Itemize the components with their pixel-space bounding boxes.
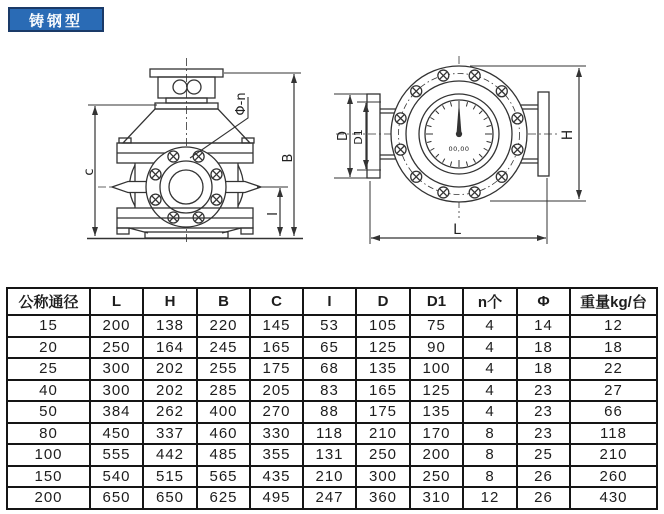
- table-cell: 485: [197, 444, 250, 466]
- table-cell: 250: [410, 466, 463, 488]
- table-cell: 330: [250, 423, 303, 445]
- table-cell: 515: [143, 466, 197, 488]
- table-row: [7, 444, 657, 466]
- column-header: L: [90, 288, 143, 315]
- column-header: C: [250, 288, 303, 315]
- table-cell: 555: [90, 444, 143, 466]
- table-cell: 53: [303, 315, 356, 337]
- dim-label-l: L: [453, 222, 461, 238]
- column-header: B: [197, 288, 250, 315]
- table-cell: 25: [7, 358, 90, 380]
- table-cell: 4: [463, 380, 517, 402]
- dim-label-b: B: [281, 153, 296, 163]
- table-cell: 23: [517, 380, 570, 402]
- table-cell: 435: [250, 466, 303, 488]
- table-cell: 200: [90, 315, 143, 337]
- table-cell: 200: [410, 444, 463, 466]
- table-cell: 164: [143, 337, 197, 359]
- table-cell: 650: [90, 487, 143, 509]
- table-cell: 12: [570, 315, 657, 337]
- table-cell: 66: [570, 401, 657, 423]
- dim-label-i: I: [266, 212, 281, 216]
- table-cell: 150: [7, 466, 90, 488]
- column-header: D: [356, 288, 410, 315]
- table-cell: 88: [303, 401, 356, 423]
- table-cell: 450: [90, 423, 143, 445]
- table-cell: 170: [410, 423, 463, 445]
- table-cell: 460: [197, 423, 250, 445]
- table-cell: 285: [197, 380, 250, 402]
- table-cell: 40: [7, 380, 90, 402]
- table-cell: 4: [463, 358, 517, 380]
- dim-label-d: D: [336, 130, 351, 142]
- dim-label-h: H: [560, 129, 576, 141]
- table-cell: 118: [303, 423, 356, 445]
- table-cell: 20: [7, 337, 90, 359]
- table-row: [7, 401, 657, 423]
- table-header-row: [7, 288, 657, 315]
- table-cell: 202: [143, 358, 197, 380]
- table-row: [7, 466, 657, 488]
- table-cell: 83: [303, 380, 356, 402]
- table-cell: 220: [197, 315, 250, 337]
- table-cell: 125: [356, 337, 410, 359]
- table-cell: 210: [356, 423, 410, 445]
- table-cell: 565: [197, 466, 250, 488]
- table-cell: 80: [7, 423, 90, 445]
- table-cell: 8: [463, 444, 517, 466]
- table-cell: 540: [90, 466, 143, 488]
- table-cell: 50: [7, 401, 90, 423]
- table-cell: 270: [250, 401, 303, 423]
- table-cell: 175: [250, 358, 303, 380]
- table-cell: 131: [303, 444, 356, 466]
- table-cell: 310: [410, 487, 463, 509]
- dim-label-d1: D1: [352, 129, 365, 145]
- table-cell: 300: [356, 466, 410, 488]
- spec-table: [6, 287, 658, 510]
- table-cell: 202: [143, 380, 197, 402]
- column-header: D1: [410, 288, 463, 315]
- table-cell: 145: [250, 315, 303, 337]
- table-cell: 4: [463, 315, 517, 337]
- table-cell: 23: [517, 423, 570, 445]
- table-cell: 262: [143, 401, 197, 423]
- table-cell: 165: [356, 380, 410, 402]
- table-cell: 300: [90, 358, 143, 380]
- table-cell: 15: [7, 315, 90, 337]
- table-cell: 135: [410, 401, 463, 423]
- table-cell: 245: [197, 337, 250, 359]
- table-row: [7, 337, 657, 359]
- table-cell: 18: [570, 337, 657, 359]
- table-cell: 200: [7, 487, 90, 509]
- table-cell: 125: [410, 380, 463, 402]
- dial-odometer-text: 00,00: [448, 145, 470, 153]
- table-cell: 337: [143, 423, 197, 445]
- table-cell: 22: [570, 358, 657, 380]
- table-cell: 250: [90, 337, 143, 359]
- table-row: [7, 315, 657, 337]
- table-cell: 105: [356, 315, 410, 337]
- table-cell: 430: [570, 487, 657, 509]
- table-cell: 18: [517, 358, 570, 380]
- table-cell: 138: [143, 315, 197, 337]
- table-cell: 400: [197, 401, 250, 423]
- table-cell: 384: [90, 401, 143, 423]
- type-badge: 铸钢型: [8, 7, 104, 32]
- table-cell: 90: [410, 337, 463, 359]
- table-cell: 300: [90, 380, 143, 402]
- table-cell: 23: [517, 401, 570, 423]
- table-cell: 26: [517, 466, 570, 488]
- column-header: 公称通径: [7, 288, 90, 315]
- dim-label-phi-n: Φ-n: [234, 92, 249, 116]
- column-header: H: [143, 288, 197, 315]
- table-cell: 118: [570, 423, 657, 445]
- table-cell: 210: [303, 466, 356, 488]
- table-cell: 495: [250, 487, 303, 509]
- table-cell: 4: [463, 337, 517, 359]
- table-row: [7, 380, 657, 402]
- table-cell: 12: [463, 487, 517, 509]
- table-cell: 100: [7, 444, 90, 466]
- spec-table-section: [6, 287, 658, 510]
- table-cell: 75: [410, 315, 463, 337]
- table-cell: 175: [356, 401, 410, 423]
- table-cell: 355: [250, 444, 303, 466]
- table-cell: 4: [463, 401, 517, 423]
- table-cell: 26: [517, 487, 570, 509]
- table-cell: 260: [570, 466, 657, 488]
- table-cell: 650: [143, 487, 197, 509]
- dim-label-c: c: [82, 168, 97, 176]
- table-cell: 205: [250, 380, 303, 402]
- table-cell: 442: [143, 444, 197, 466]
- table-cell: 27: [570, 380, 657, 402]
- table-cell: 165: [250, 337, 303, 359]
- table-cell: 18: [517, 337, 570, 359]
- table-cell: 360: [356, 487, 410, 509]
- table-cell: 8: [463, 423, 517, 445]
- column-header: n个: [463, 288, 517, 315]
- table-row: [7, 487, 657, 509]
- table-cell: 625: [197, 487, 250, 509]
- table-cell: 65: [303, 337, 356, 359]
- table-cell: 14: [517, 315, 570, 337]
- table-cell: 250: [356, 444, 410, 466]
- table-cell: 255: [197, 358, 250, 380]
- table-cell: 68: [303, 358, 356, 380]
- table-cell: 8: [463, 466, 517, 488]
- table-row: [7, 358, 657, 380]
- table-cell: 247: [303, 487, 356, 509]
- column-header: Φ: [517, 288, 570, 315]
- table-cell: 100: [410, 358, 463, 380]
- column-header: 重量kg/台: [570, 288, 657, 315]
- table-cell: 25: [517, 444, 570, 466]
- column-header: I: [303, 288, 356, 315]
- table-cell: 135: [356, 358, 410, 380]
- table-cell: 210: [570, 444, 657, 466]
- table-row: [7, 423, 657, 445]
